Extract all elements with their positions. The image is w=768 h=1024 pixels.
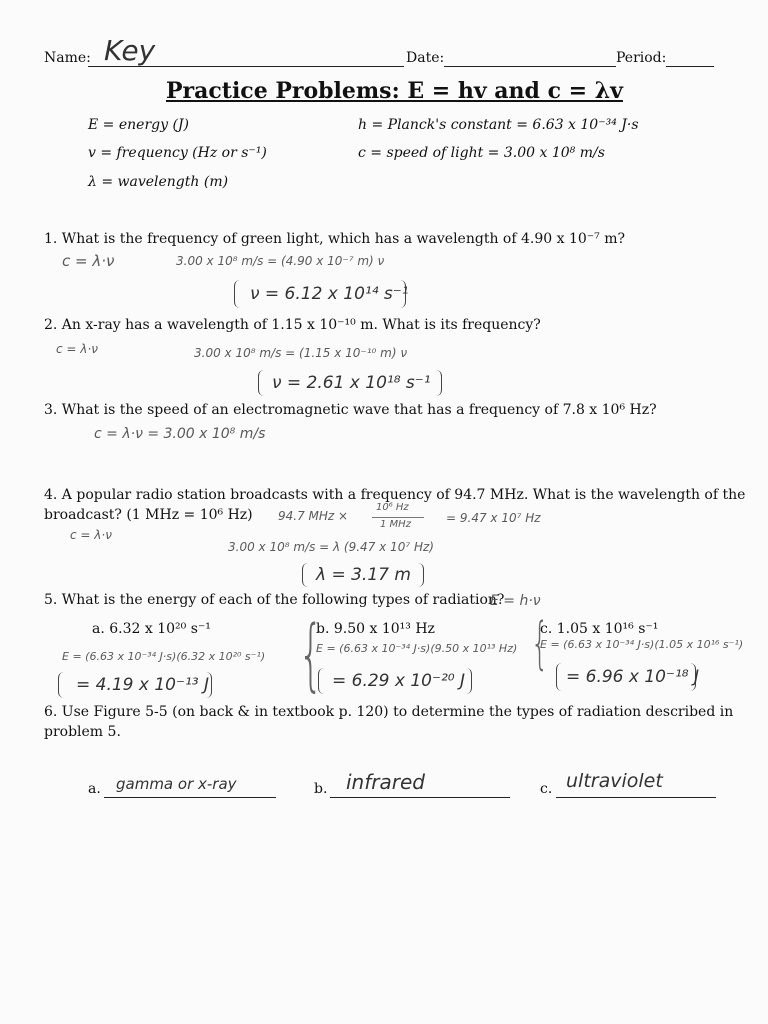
name-handwritten: Key (104, 34, 156, 67)
q6a-answer: gamma or x-ray (116, 775, 237, 793)
name-label: Name: (44, 50, 91, 66)
q5b-label: b. 9.50 x 10¹³ Hz (316, 621, 435, 637)
q5c-work: E = (6.63 x 10⁻³⁴ J·s)(1.05 x 10¹⁶ s⁻¹) (540, 638, 744, 651)
def-planck: h = Planck's constant = 6.63 x 10⁻³⁴ J·s (358, 117, 639, 133)
def-energy: E = energy (J) (88, 117, 189, 133)
q6b-answer: infrared (346, 770, 425, 794)
q3-question: 3. What is the speed of an electromagnetic wave that has a frequency of 7.8 x 10⁶ Hz? (44, 402, 657, 418)
q6a-label: a. (88, 781, 101, 797)
q6c-line (556, 797, 716, 798)
q5a-label: a. 6.32 x 10²⁰ s⁻¹ (92, 621, 211, 637)
q2-question: 2. An x-ray has a wavelength of 1.15 x 10⁻¹⁰ m. What is its frequency? (44, 317, 541, 333)
q1-question: 1. What is the frequency of green light, which has a wavelength of 4.90 x 10⁻⁷ m? (44, 231, 625, 247)
q6-question-line1: 6. Use Figure 5-5 (on back & in textbook p. 120) to determine the types of radiation described in (44, 704, 734, 720)
q5a-work: E = (6.63 x 10⁻³⁴ J·s)(6.32 x 10²⁰ s⁻¹) (62, 650, 266, 663)
q1-work: 3.00 x 10⁸ m/s = (4.90 x 10⁻⁷ m) ν (176, 254, 385, 268)
q2-formula: c = λ·ν (56, 342, 98, 356)
q1-formula: c = λ·ν (62, 252, 115, 270)
q6a-line (104, 797, 276, 798)
q5-question: 5. What is the energy of each of the following types of radiation? (44, 592, 505, 608)
q5-brace-right: { (530, 611, 549, 676)
page-title: Practice Problems: E = hv and c = λv (166, 78, 623, 104)
q4-conversion-left: 94.7 MHz × (278, 509, 349, 523)
q4-question-line2: broadcast? (1 MHz = 10⁶ Hz) (44, 507, 253, 523)
q4-conversion-num: 10⁶ Hz (376, 502, 409, 513)
q4-work: 3.00 x 10⁸ m/s = λ (9.47 x 10⁷ Hz) (228, 540, 434, 554)
q6b-label: b. (314, 781, 328, 797)
q2-work: 3.00 x 10⁸ m/s = (1.15 x 10⁻¹⁰ m) ν (194, 346, 408, 360)
q5a-answer: = 4.19 x 10⁻¹³ J (76, 675, 210, 695)
q6c-label: c. (540, 781, 553, 797)
q4-answer: λ = 3.17 m (316, 565, 411, 585)
q6c-answer: ultraviolet (566, 770, 663, 792)
q5b-answer: = 6.29 x 10⁻²⁰ J (332, 671, 466, 691)
period-line (666, 66, 714, 67)
q5c-label: c. 1.05 x 10¹⁶ s⁻¹ (540, 621, 659, 637)
q4-formula: c = λ·ν (70, 528, 112, 542)
q2-answer: ν = 2.61 x 10¹⁸ s⁻¹ (272, 373, 431, 393)
date-label: Date: (406, 50, 445, 66)
q4-fraction-bar (372, 517, 424, 518)
def-wavelength: λ = wavelength (m) (88, 174, 229, 190)
q5-brace-left: { (298, 610, 324, 700)
period-label: Period: (616, 50, 667, 66)
q5b-work: E = (6.63 x 10⁻³⁴ J·s)(9.50 x 10¹³ Hz) (316, 642, 518, 655)
def-speed: c = speed of light = 3.00 x 10⁸ m/s (358, 145, 605, 161)
q6-question-line2: problem 5. (44, 724, 121, 740)
q5-formula: E = h·ν (490, 593, 541, 609)
date-line (444, 66, 616, 67)
q1-answer: ν = 6.12 x 10¹⁴ s⁻¹ (250, 284, 409, 304)
q4-conversion-result: = 9.47 x 10⁷ Hz (446, 511, 541, 525)
q5c-answer: = 6.96 x 10⁻¹⁸ J (566, 667, 700, 687)
q4-question-line1: 4. A popular radio station broadcasts with a frequency of 94.7 MHz. What is the wavelength of the (44, 487, 746, 503)
q4-conversion-den: 1 MHz (380, 519, 411, 530)
q6b-line (330, 797, 510, 798)
def-frequency: v = frequency (Hz or s⁻¹) (88, 145, 267, 161)
q3-work: c = λ·ν = 3.00 x 10⁸ m/s (94, 426, 266, 442)
